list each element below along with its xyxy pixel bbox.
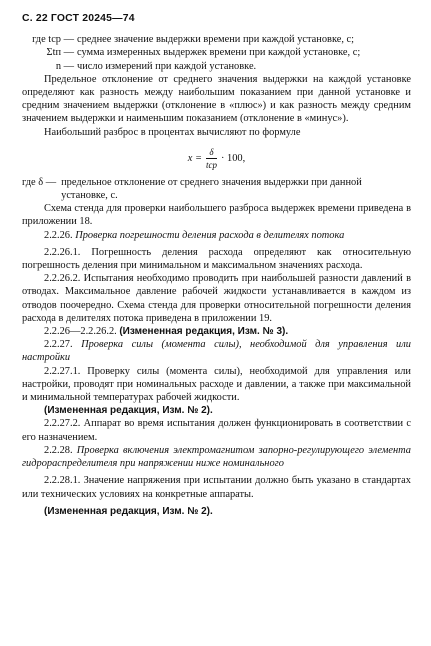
amendment-text: (Измененная редакция, Изм. № 2). <box>44 505 213 517</box>
amendment-note-2-2-28 <box>22 505 411 518</box>
definition-term: где tср — <box>32 34 74 46</box>
formula-numerator: δ <box>206 147 216 159</box>
definition-term: Σtп — <box>46 47 74 59</box>
definition-sum-tn <box>22 46 411 59</box>
section-2-2-27-heading <box>22 338 411 364</box>
amendment-text: (Измененная редакция, Изм. № 3). <box>119 326 289 338</box>
amendment-note-2-2-27-1 <box>22 404 411 417</box>
amendment-range: 2.2.26—2.2.26.2. <box>44 326 117 338</box>
definition-delta <box>22 176 411 202</box>
formula-tail: · 100, <box>220 152 246 164</box>
definition-text: сумма измеренных выдержек времени при каждой установке, с; <box>77 47 361 59</box>
paragraph-deviation: Предельное отклонение от среднего значения выдержки на каждой установке определяют как разность между наибольшим показанием при данной установке и средним значением выдержки (отклонение в «плюс») и как разность между средним значением выдержки и наименьшим показанием (отклонение в «минус»). <box>22 73 411 125</box>
definition-text: число измерений при каждой установке. <box>77 60 257 72</box>
section-2-2-27-2: 2.2.27.2. Аппарат во время испытания должен функционировать в соответствии с его назначением. <box>22 418 411 443</box>
amendment-note-2-2-26 <box>22 325 411 338</box>
section-number: 2.2.27. <box>44 339 73 351</box>
amendment-text: (Измененная редакция, Изм. № 2). <box>44 405 213 417</box>
definition-term: n — <box>55 60 74 72</box>
section-number: 2.2.28. <box>44 444 73 456</box>
section-2-2-26-1: 2.2.26.1. Погрешность деления расхода определяют как относительную погрешность деления при минимальном и максимальном значениях расхода. <box>22 246 411 272</box>
section-title: Проверка включения электромагнитом запорно-регулирующего элемента гидрораспределителя при напряжении ниже номинального <box>22 444 411 470</box>
formula-spread <box>22 147 411 170</box>
definition-text: среднее значение выдержки времени при каждой установке, с; <box>77 34 355 46</box>
section-title: Проверка силы (момента силы), необходимой для управления или настройки <box>22 339 411 364</box>
section-2-2-28-1: 2.2.28.1. Значение напряжения при испытании должно быть указано в стандартах или технических условиях на конкретные аппараты. <box>22 475 411 500</box>
section-2-2-26-heading <box>22 229 411 242</box>
section-number: 2.2.26. <box>44 229 73 241</box>
section-2-2-26-2: 2.2.26.2. Испытания необходимо проводить при наибольшей разности давлений в отводах. Максимальное давление рабочей жидкости устанавливается в каждом из отводов поочередно. Схема стенда для проверки относительной погрешности деления расхода в делителях потока приведена в приложении 19. <box>22 273 411 324</box>
definition-text: предельное отклонение от среднего значения выдержки при данной установке, с. <box>61 176 362 202</box>
section-2-2-27-1: 2.2.27.1. Проверку силы (момента силы), необходимой для управления или настройки, проводят при номинальных расходе и давлении, а также при максимальной и минимальной температурах рабочей жидкости. <box>22 365 411 404</box>
definition-term: где δ — <box>22 176 57 188</box>
paragraph-scheme-18: Схема стенда для проверки наибольшего разброса выдержек времени приведена в приложении 18. <box>22 203 411 228</box>
formula-denominator: tср <box>205 159 217 170</box>
paragraph-formula-intro: Наибольший разброс в процентах вычисляют по формуле <box>44 126 301 138</box>
definition-tcp <box>22 33 411 46</box>
section-2-2-28-heading <box>22 444 411 470</box>
formula-lhs: x = <box>187 152 202 164</box>
definition-n <box>22 60 411 73</box>
page-header: С. 22 ГОСТ 20245—74 <box>22 13 135 24</box>
formula-fraction <box>206 147 217 170</box>
section-title: Проверка погрешности деления расхода в делителях потока <box>75 229 345 241</box>
